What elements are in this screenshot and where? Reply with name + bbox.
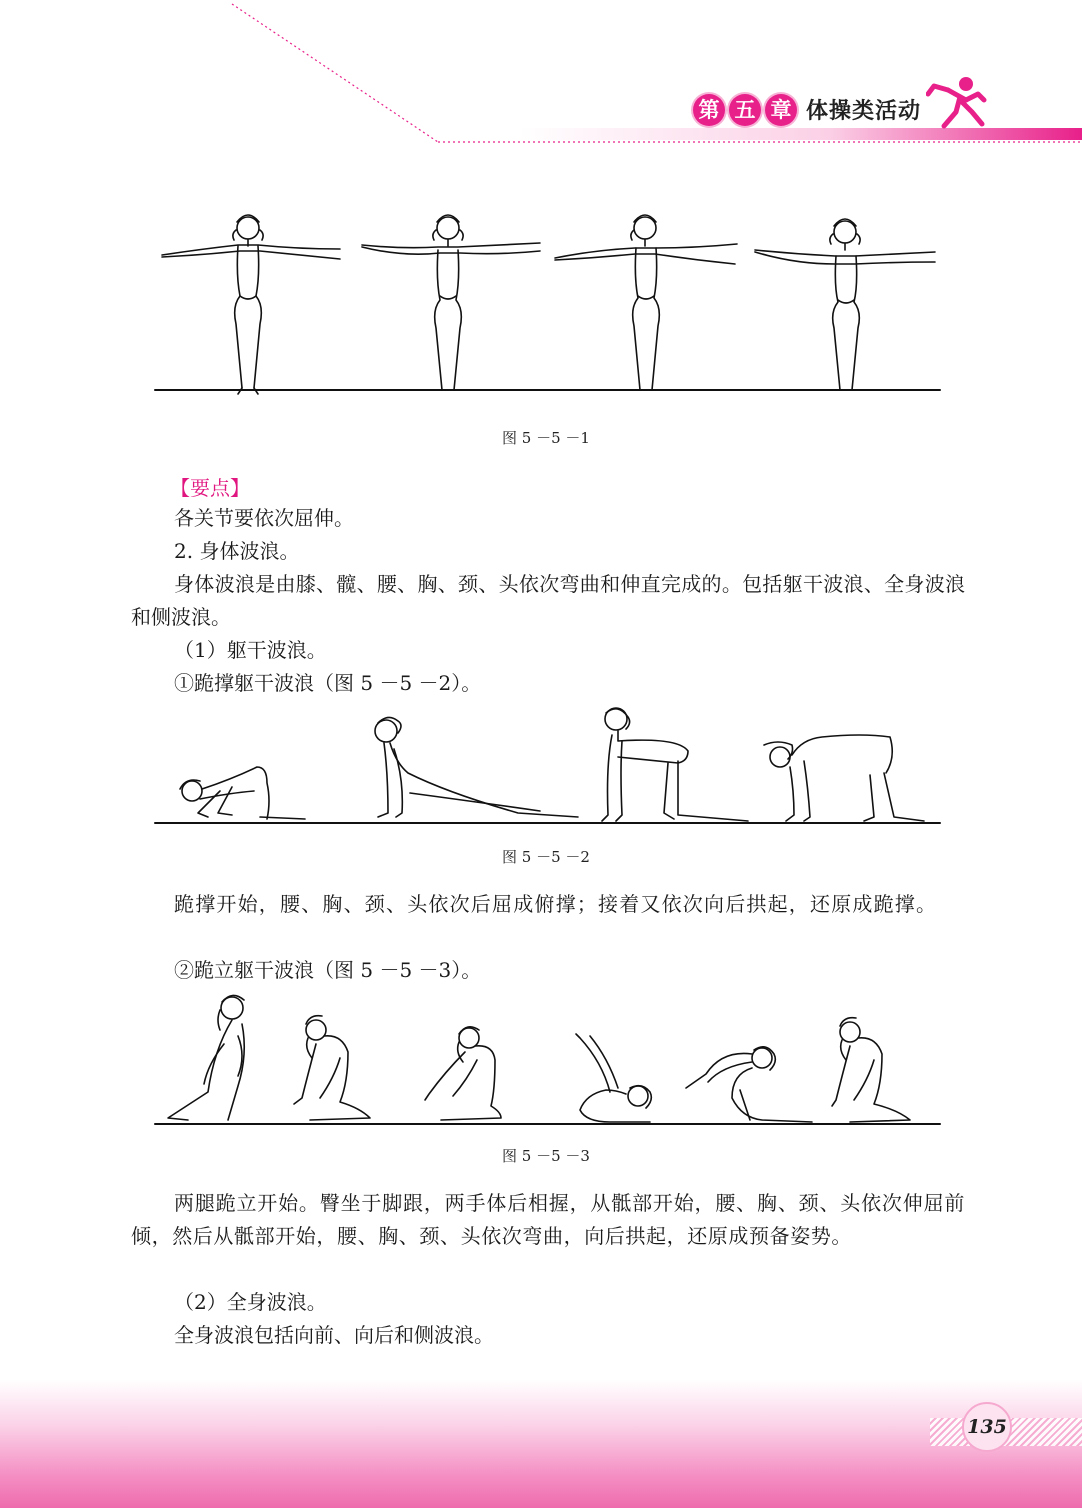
page-number: 135	[962, 1402, 1012, 1452]
figure-caption-2: 图 5 －5 －2	[502, 848, 590, 866]
chapter-title: 体操类活动	[806, 99, 922, 124]
item-kneeling-upright-wave: ②跪立躯干波浪（图 5 －5 －3）。	[174, 958, 482, 982]
standing-figure-4	[755, 219, 935, 390]
kneeling-figure-2	[375, 717, 578, 817]
paragraph-kneeling-support: 跪撑开始，腰、胸、颈、头依次后屈成俯撑；接着又依次向后拱起，还原成跪撑。	[174, 892, 938, 916]
upright-kneel-figure-3	[425, 1027, 501, 1120]
item-kneeling-support-wave: ①跪撑躯干波浪（图 5 －5 －2）。	[174, 671, 482, 695]
header-decoration	[0, 0, 1082, 160]
chapter-char-1: 第	[693, 94, 725, 126]
upright-kneel-figure-2	[294, 1016, 370, 1120]
figure-5-5-2	[150, 705, 950, 830]
chapter-char-3: 章	[765, 94, 797, 126]
chapter-char-2: 五	[729, 94, 761, 126]
upright-kneel-figure-5	[686, 1047, 812, 1122]
upright-kneel-figure-1	[168, 995, 244, 1120]
paragraph-body-wave: 身体波浪是由膝、髋、腰、胸、颈、头依次弯曲和伸直完成的。包括躯干波浪、全身波浪和侧波浪。	[131, 572, 965, 629]
paragraph-full-body-wave: 全身波浪包括向前、向后和侧波浪。	[174, 1323, 494, 1347]
kneeling-figure-1	[180, 767, 305, 819]
kneeling-figure-4	[764, 735, 924, 821]
key-points-heading: 【要点】	[170, 476, 250, 500]
standing-figure-3	[555, 215, 737, 390]
runner-icon	[926, 72, 988, 132]
section-heading-body-wave: 2. 身体波浪。	[174, 539, 300, 563]
upright-kneel-figure-4	[576, 1034, 651, 1122]
figure-5-5-3	[150, 988, 950, 1130]
standing-figure-1	[162, 215, 340, 394]
footer-band	[0, 1380, 1082, 1508]
figure-5-5-1	[150, 200, 950, 405]
subheading-full-body-wave: （2）全身波浪。	[174, 1290, 327, 1314]
upright-kneel-figure-6	[832, 1018, 910, 1122]
subheading-trunk-wave: （1）躯干波浪。	[174, 638, 327, 662]
paragraph-joints: 各关节要依次屈伸。	[174, 506, 354, 530]
figure-caption-3: 图 5 －5 －3	[502, 1147, 590, 1165]
kneeling-figure-3	[602, 708, 748, 821]
paragraph-kneeling-upright: 两腿跪立开始。臀坐于脚跟，两手体后相握，从骶部开始，腰、胸、颈、头依次伸屈前倾，然后从骶部开始，腰、胸、颈、头依次弯曲，向后拱起，还原成预备姿势。	[131, 1191, 965, 1248]
figure-caption-1: 图 5 －5 －1	[502, 429, 590, 447]
standing-figure-2	[362, 215, 540, 390]
